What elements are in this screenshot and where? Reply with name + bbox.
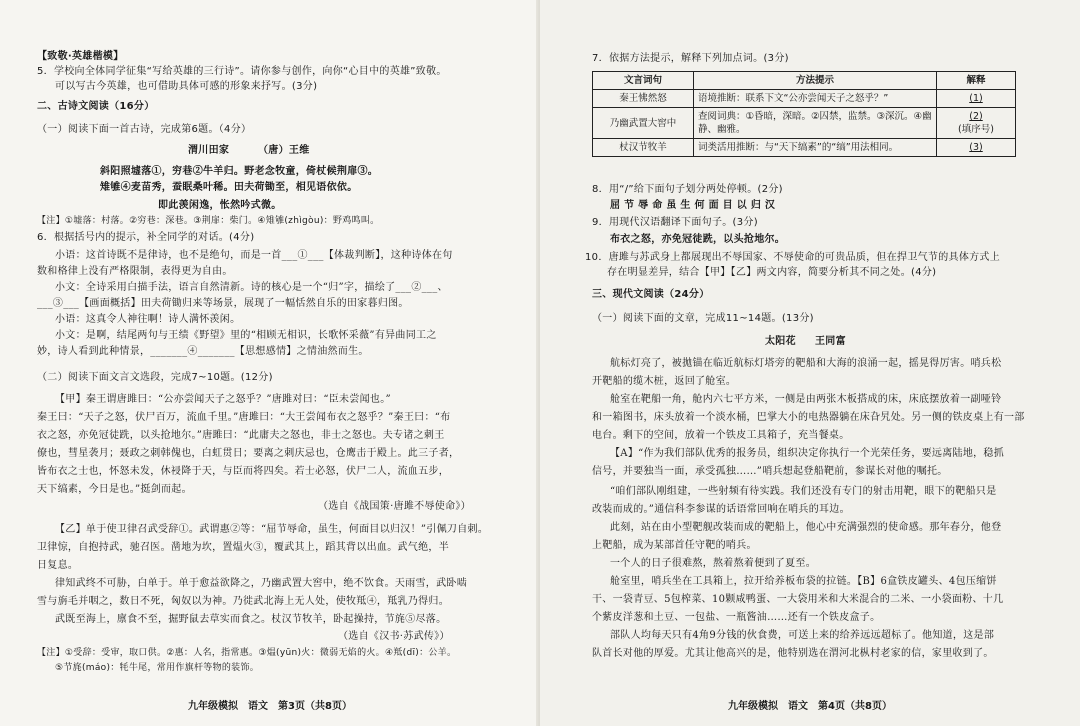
passage-a-line: 皆布衣之士也，怀怒未发，休祲降于天，与臣而将四矣。若士必怒，伏尸二人，流血五步， <box>37 466 449 477</box>
poem-author: （唐）王维 <box>258 145 310 156</box>
section-header: 【致敬·英雄楷模】 <box>37 51 124 62</box>
question-6: 6．根据括号内的提示，补全同学的对话。(4分) <box>37 232 255 243</box>
table-header-cell: 文言词句 <box>593 72 694 90</box>
passage-a-line: 【甲】秦王谓唐雎曰：“公亦尝闻天子之怒乎？”唐雎对曰：“臣未尝闻也。” <box>55 394 391 405</box>
passage-b-line: 【乙】单于使卫律召武受辞①。武谓惠②等：“屈节辱命，虽生，何面目以归汉！”引佩刀自刺。 <box>55 524 489 535</box>
question-9-sentence: 布衣之怒，亦免冠徒跣，以头抢地尔。 <box>610 234 786 245</box>
poem-title: 渭川田家 <box>188 145 230 156</box>
source-citation: （选自《战国策·唐雎不辱使命》） <box>318 501 471 512</box>
table-row <box>593 108 1016 139</box>
table-cell-word: 乃幽武置大窖中 <box>593 108 694 139</box>
passage-a-line: 秦王曰：“天子之怒，伏尸百万，流血千里。”唐雎曰：“大王尝闻布衣之怒乎？”秦王曰：“布 <box>37 412 451 423</box>
dialog-line: 小语：这真令人神往啊！诗人满怀羡闲。 <box>55 314 241 325</box>
article-line: 改装而成的。”通信科李参谋的话语常回响在哨兵的耳边。 <box>592 504 850 515</box>
passage-a-line: 僚也，彗星袭月；聂政之刺韩傀也，白虹贯日；要离之刺庆忌也，仓鹰击于殿上。此三子者， <box>37 448 460 459</box>
table-row <box>593 139 1016 157</box>
dialog-line: ___③___【画面概括】田夫荷锄归来等场景，展现了一幅恬然自乐的田家暮归图。 <box>37 298 409 309</box>
page-footer: 九年级模拟 语文 第3页（共8页） <box>188 701 352 712</box>
article-line: 干、一袋青豆、5包榨菜、10颗咸鸭蛋、一大袋用米和大米混合的二米、一小袋面粉、十几 <box>592 594 1004 605</box>
article-line: 舱室在靶船一角，舱内六七平方米，一侧是由两张木板搭成的床，床底摆放着一副哑铃 <box>610 394 1002 405</box>
table-row <box>593 90 1016 108</box>
page-footer: 九年级模拟 语文 第4页（共8页） <box>728 701 892 712</box>
poem-line-3: 即此羡闲逸，怅然吟式微。 <box>158 200 282 211</box>
article-line: 个紫皮洋葱和土豆、一包盐、一瓶酱油……还有一个铁皮盒子。 <box>592 612 881 623</box>
dialog-line: 小文：全诗采用白描手法，语言自然清新。诗的核心是一个“归”字，描绘了___②___、 <box>55 282 448 293</box>
source-citation: （选自《汉书·苏武传》） <box>338 631 450 642</box>
question-5: 5．学校向全体同学征集“写给英雄的三行诗”。请你参与创作，向你“心目中的英雄”致敬。 <box>37 66 447 77</box>
article-title: 太阳花 <box>765 336 796 347</box>
passage-b-line: 日复息。 <box>37 560 79 571</box>
article-line: 一个人的日子很难熬，熬着熬着便到了夏至。 <box>610 558 816 569</box>
table-cell-hint: 语境推断：联系下文“公亦尝闻天子之怒乎？” <box>694 90 937 108</box>
answer-hint: (填序号) <box>958 124 994 135</box>
dialog-line: 小文：是啊，结尾两句与王绩《野望》里的“相顾无相识，长歌怀采薇”有异曲同工之 <box>55 330 437 341</box>
question-7: 7．依据方法提示，解释下列加点词。(3分) <box>592 53 789 64</box>
table-cell-hint: 词类活用推断：与“天下缟素”的“缟”用法相同。 <box>694 139 937 157</box>
subsection-title: （一）阅读下面一首古诗，完成第6题。（4分） <box>37 124 252 135</box>
table-cell-word: 秦王怫然怒 <box>593 90 694 108</box>
answer-blank[interactable] <box>937 139 1016 157</box>
article-line: 此刻，站在由小型靶舰改装而成的靶船上，他心中充满强烈的使命感。那年春分，他登 <box>610 522 1002 533</box>
article-author: 王同富 <box>815 336 846 347</box>
poem-line-1: 斜阳照墟落①，穷巷②牛羊归。野老念牧童，倚杖候荆扉③。 <box>100 166 379 177</box>
article-line: 队首长对他的厚爱。尤其让他高兴的是，他特别选在渭河北枞村老家的信，家里收到了。 <box>592 648 994 659</box>
question-8: 8．用“/”给下面句子划分两处停顿。(2分) <box>592 184 783 195</box>
poem-line-2: 雉雊④麦苗秀，蚕眠桑叶稀。田夫荷锄至，相见语依依。 <box>100 182 358 193</box>
poem-notes: 【注】①墟落：村落。②穷巷：深巷。③荆扉：柴门。④雉雊(zhìgòu)：野鸡鸣叫。 <box>37 216 380 226</box>
passage-b-line: 武既至海上，廪食不至，掘野鼠去草实而食之。杖汉节牧羊，卧起操持，节旄⑤尽落。 <box>55 614 447 625</box>
article-line: 开靶船的缆木桩，返回了舱室。 <box>592 376 737 387</box>
article-line: 舱室里，哨兵坐在工具箱上，拉开给养板布袋的拉链。【B】6盒铁皮罐头、4包压缩饼 <box>610 576 997 587</box>
table-cell-word: 杖汉节牧羊 <box>593 139 694 157</box>
answer-blank[interactable] <box>937 108 1016 139</box>
answer-blank[interactable] <box>937 90 1016 108</box>
passage-a-line: 天下缟素，今日是也。”挺剑而起。 <box>37 484 192 495</box>
dialog-line: 妙，诗人看到此种情景，_______④_______【思想感情】之情油然而生。 <box>37 346 369 357</box>
article-line: 电台。剩下的空间，放着一个铁皮工具箱子，充当餐桌。 <box>592 430 850 441</box>
table-cell-hint: 查阅词典：①昏暗，深暗。②囚禁，监禁。③深沉。④幽静、幽雅。 <box>694 108 937 139</box>
answer-blank-label: (2) <box>969 111 983 122</box>
section-title: 三、现代文阅读（24分） <box>592 289 710 300</box>
table-header-row <box>593 72 1016 90</box>
passage-b-line: 律知武终不可胁，白单于。单于愈益欲降之，乃幽武置大窖中，绝不饮食。天雨雪，武卧啮 <box>55 578 467 589</box>
article-line: 信号，并要独当一面，承受孤独……”哨兵想起登船靶前，参谋长对他的嘱托。 <box>592 466 948 477</box>
passage-notes: ⑤节旄(máo)：牦牛尾，常用作旗杆等物的装饰。 <box>55 663 260 673</box>
article-line: 航标灯亮了，被拋锚在临近航标灯塔旁的靶船和大海的浪涌一起，摇晃得厉害。哨兵松 <box>610 358 1002 369</box>
dialog-line: 数和格律上没有严格限制，表得更为自由。 <box>37 266 233 277</box>
passage-b-line: 卫律惊，自抱持武，驰召医。凿地为坎，置煴火③，覆武其上，蹈其背以出血。武气绝，半 <box>37 542 449 553</box>
passage-notes: 【注】①受辞：受审，取口供。②惠：人名，指常惠。③煴(yūn)火：微弱无焰的火。④羝(dī)：公羊。 <box>37 648 457 658</box>
method-table <box>592 71 1016 157</box>
subsection-title: （二）阅读下面文言文选段，完成7~10题。(12分) <box>37 372 273 383</box>
article-line: 和一箱图书，床头放着一个淡水桶，巴掌大小的电热器躺在床旮旯处。另一侧的铁皮桌上有一部 <box>592 412 1025 423</box>
question-10-cont: 存在明显差异，结合【甲】【乙】两文内容，简要分析其不同之处。(4分) <box>607 267 937 278</box>
article-line: 【A】“作为我们部队优秀的报务员，组织决定你执行一个光荣任务，要远离陆地，稳抓 <box>610 448 1005 459</box>
section-title: 二、古诗文阅读（16分） <box>37 101 155 112</box>
subsection-title: （一）阅读下面的文章，完成11~14题。(13分) <box>592 313 814 324</box>
question-9: 9．用现代汉语翻译下面句子。(3分) <box>592 217 758 228</box>
question-8-sentence: 屈 节 辱 命 虽 生 何 面 目 以 归 汉 <box>610 200 776 211</box>
dialog-line: 小语：这首诗既不是律诗，也不是绝句，而是一首___①___【体裁判断】，这种诗体在句 <box>55 250 453 261</box>
article-line: “咱们部队刚组建，一些射频有待实践。我们还没有专门的射击用靶，眼下的靶船只是 <box>610 486 997 497</box>
article-line: 上靶船，成为某部首任守靶的哨兵。 <box>592 540 757 551</box>
passage-a-line: 衣之怒，亦免冠徒跣，以头抢地尔。”唐雎曰：“此庸夫之怒也，非士之怒也。夫专诸之刺王 <box>37 430 445 441</box>
question-5-cont: 可以写古今英雄，也可借助具体可感的形象来抒写。(3分) <box>55 81 318 92</box>
table-header-cell: 方法提示 <box>694 72 937 90</box>
passage-b-line: 雪与旃毛并咽之，数日不死，匈奴以为神。乃徙武北海上无人处，使牧羝④，羝乳乃得归。 <box>37 596 449 607</box>
answer-blank-label: (1) <box>969 93 983 104</box>
article-line: 部队人均每天只有4角9分钱的伙食费，可送上来的给养远远超标了。他知道，这是部 <box>610 630 995 641</box>
question-10: 10．唐雎与苏武身上都展现出不辱国家、不辱使命的可贵品质，但在捍卫气节的具体方式上 <box>585 252 1001 263</box>
answer-blank-label: (3) <box>969 142 983 153</box>
table-header-cell: 解释 <box>937 72 1016 90</box>
